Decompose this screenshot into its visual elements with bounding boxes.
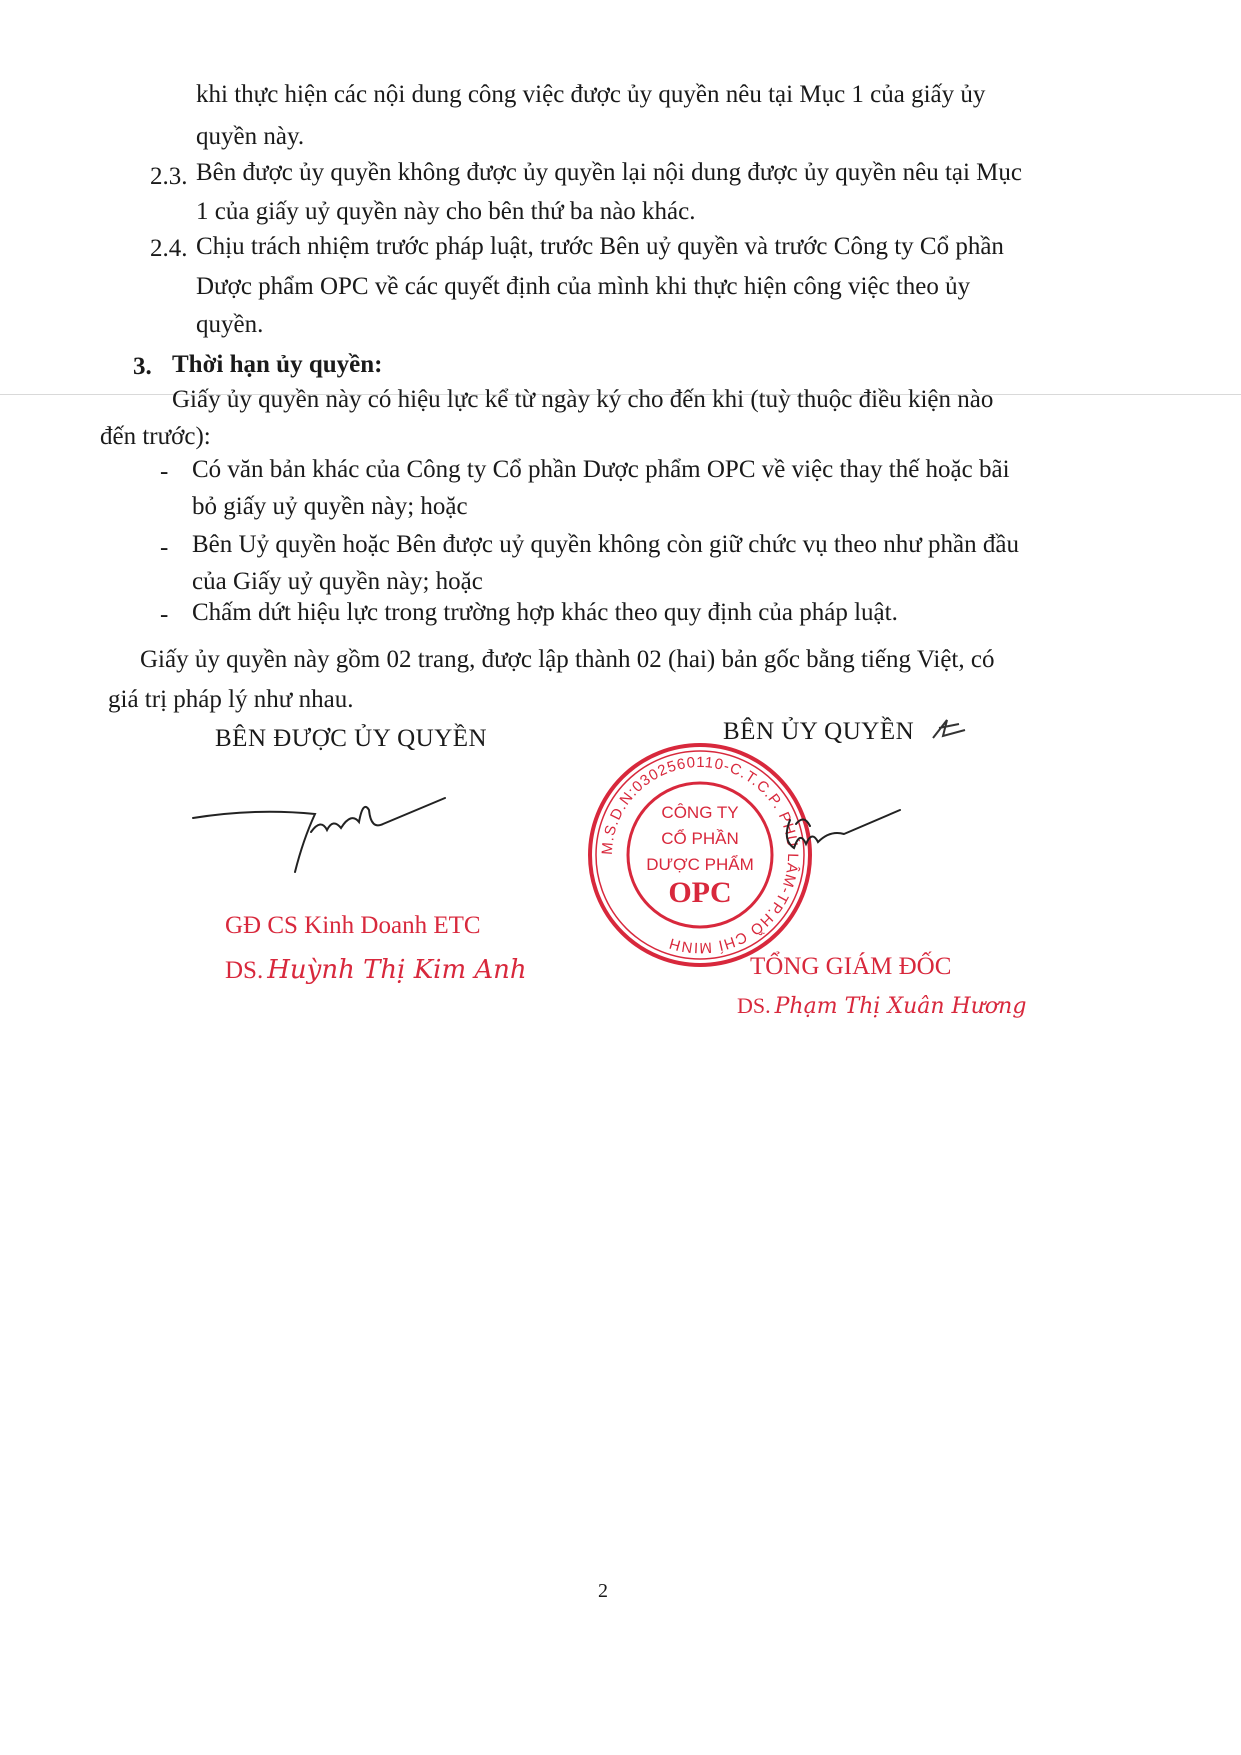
section2-cont-line2: quyền này. <box>196 123 305 150</box>
grantor-heading: BÊN ỦY QUYỀN <box>723 718 915 745</box>
bullet1-line1: Có văn bản khác của Công ty Cổ phần Dược phẩm OPC về việc thay thế hoặc bãi <box>192 456 1010 483</box>
closing-line2: giá trị pháp lý như nhau. <box>108 686 354 713</box>
section3-number: 3. <box>133 353 152 380</box>
grantor-name-prefix: DS. <box>737 993 771 1018</box>
item-2-4-line3: quyền. <box>196 311 264 338</box>
grantor-signature <box>760 800 910 870</box>
grantee-signature <box>185 790 465 880</box>
grantee-name-block <box>225 955 527 985</box>
section3-intro-line1: Giấy ủy quyền này có hiệu lực kể từ ngày ký cho đến khi (tuỳ thuộc điều kiện nào <box>172 386 994 413</box>
page-number: 2 <box>598 1580 608 1602</box>
section3-heading: Thời hạn ủy quyền: <box>172 351 383 378</box>
svg-text:DƯỢC PHẨM: DƯỢC PHẨM <box>646 855 754 874</box>
closing-line1: Giấy ủy quyền này gồm 02 trang, được lập thành 02 (hai) bản gốc bằng tiếng Việt, có <box>140 646 995 673</box>
svg-text:OPC: OPC <box>668 876 732 909</box>
grantee-name-prefix: DS. <box>225 957 264 984</box>
bullet1-symbol: - <box>160 458 169 485</box>
bullet1-line2: bỏ giấy uỷ quyền này; hoặc <box>192 493 468 520</box>
grantor-name-block <box>737 993 1026 1019</box>
section2-cont-line1: khi thực hiện các nội dung công việc được ủy quyền nêu tại Mục 1 của giấy ủy <box>196 81 986 108</box>
svg-text:CÔNG TY: CÔNG TY <box>661 803 739 822</box>
item-2-4-line1: Chịu trách nhiệm trước pháp luật, trước Bên uỷ quyền và trước Công ty Cổ phần <box>196 233 1004 260</box>
bullet3-symbol: - <box>160 601 169 628</box>
grantor-name: Phạm Thị Xuân Hương <box>774 994 1027 1019</box>
bullet2-line2: của Giấy uỷ quyền này; hoặc <box>192 568 483 595</box>
svg-text:M.S.D.N:0302560110-C.T.C.P. PH: M.S.D.N:0302560110-C.T.C.P. PHÚ LÂM-TP.HỒ CHÍ MINH <box>598 753 802 957</box>
grantor-initial-mark <box>925 708 975 748</box>
svg-text:CỔ PHẦN: CỔ PHẦN <box>661 829 739 848</box>
bullet2-line1: Bên Uỷ quyền hoặc Bên được uỷ quyền không còn giữ chức vụ theo như phần đầu <box>192 531 1019 558</box>
item-2-4-number: 2.4. <box>150 235 188 262</box>
item-2-3-line2: 1 của giấy uỷ quyền này cho bên thứ ba nào khác. <box>196 198 696 225</box>
bullet2-symbol: - <box>160 534 169 561</box>
grantee-heading: BÊN ĐƯỢC ỦY QUYỀN <box>215 725 488 752</box>
item-2-3-number: 2.3. <box>150 163 188 190</box>
grantee-position: GĐ CS Kinh Doanh ETC <box>225 912 481 939</box>
item-2-4-line2: Dược phẩm OPC về các quyết định của mình khi thực hiện công việc theo ủy <box>196 273 971 300</box>
grantee-name: Huỳnh Thị Kim Anh <box>267 955 527 985</box>
section3-intro-line2: đến trước): <box>100 423 211 450</box>
grantor-position: TỔNG GIÁM ĐỐC <box>750 953 952 980</box>
item-2-3-line1: Bên được ủy quyền không được ủy quyền lại nội dung được ủy quyền nêu tại Mục <box>196 159 1023 186</box>
bullet3-line1: Chấm dứt hiệu lực trong trường hợp khác theo quy định của pháp luật. <box>192 599 898 626</box>
